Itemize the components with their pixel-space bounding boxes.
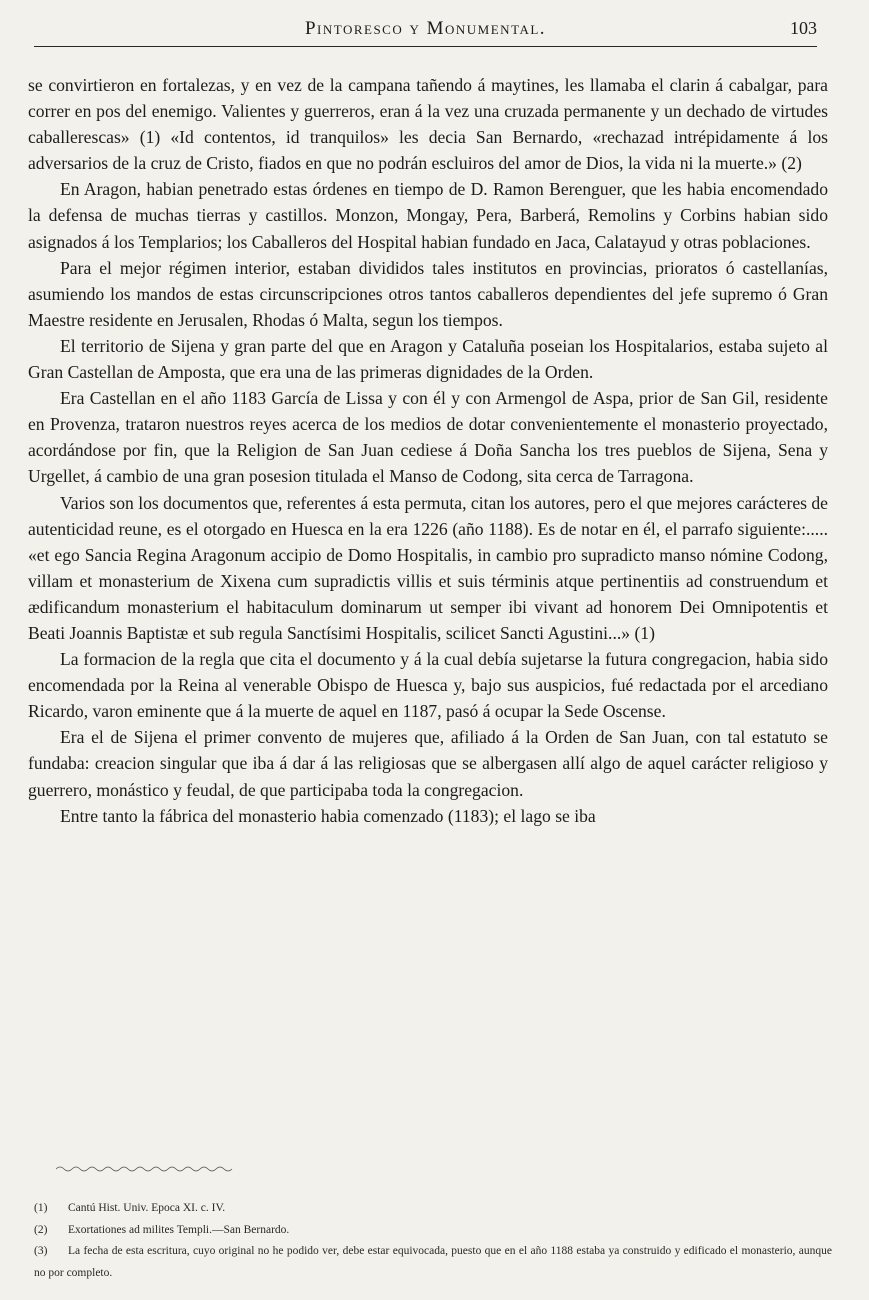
paragraph: se convirtieron en fortalezas, y en vez de la campana tañendo á maytines, les llamaba el clarin á cabalgar, para correr en pos del enemigo. Valientes y guerreros, eran á la vez una cruzada permanente y un dechado de virtudes caballerescas» (1) «Id contentos, id tranquilos» les decia San Bernardo, «rechazad intrépidamente á los adversarios de la cruz de Cristo, fiados en que no podrán escluiros del amor de Dios, la vida ni la muerte.» (2) — [28, 75, 828, 174]
footnotes — [34, 1198, 832, 1284]
body-text — [28, 72, 828, 829]
footnote — [34, 1220, 832, 1242]
paragraph: Era el de Sijena el primer convento de mujeres que, afiliado á la Orden de San Juan, con tal estatuto se fundaba: creacion singular que iba á dar á las religiosas que se albergasen allí algo de aquel carácter religioso y guerrero, monástico y feudal, de que participaba toda la congregacion. — [28, 727, 828, 800]
running-title: Pintoresco y Monumental. — [304, 18, 547, 39]
paragraph: La formacion de la regla que cita el documento y á la cual debía sujetarse la futura congregacion, habia sido encomendada por la Reina al venerable Obispo de Huesca y, bajo sus auspicios, fué redactada por el arcediano Ricardo, varon eminente que á la muerte de aquel en 1187, pasó á ocupar la Sede Oscense. — [28, 649, 828, 722]
footnote-divider-ornament — [56, 1164, 236, 1174]
footnote — [34, 1241, 832, 1284]
paragraph: Entre tanto la fábrica del monasterio habia comenzado (1183); el lago se iba — [60, 805, 596, 826]
page-number: 103 — [790, 18, 817, 38]
footnote-text: Cantú Hist. Univ. Epoca XI. c. IV. — [68, 1202, 226, 1214]
paragraph: Para el mejor régimen interior, estaban divididos tales institutos en provincias, prioratos ó castellanías, asumiendo los mandos de estas circunscripciones otros tantos caballeros dependientes del jefe supremo ó Gran Maestre residente en Jerusalen, Rhodas ó Malta, segun los tiempos. — [28, 257, 828, 330]
footnote-text: Exortationes ad milites Templi.—San Bernardo. — [68, 1223, 290, 1236]
footnote-mark: (1) — [34, 1202, 48, 1214]
footnote-mark: (2) — [34, 1223, 48, 1236]
header-rule — [34, 46, 817, 47]
footnote-mark: (3) — [34, 1245, 48, 1257]
running-header — [34, 14, 817, 44]
footnote — [34, 1198, 832, 1220]
paragraph: Era Castellan en el año 1183 García de Lissa y con él y con Armengol de Aspa, prior de San Gil, residente en Provenza, trataron nuestros reyes acerca de los medios de dotar convenientemente el monasterio proyectado, acordándose por fin, que la Religion de San Juan cediese á Doña Sancha los tres pueblos de Sijena, Sena y Urgellet, á cambio de una gran posesion titulada el Manso de Codong, sita cerca de Tarragona. — [28, 388, 828, 487]
paragraph: En Aragon, habian penetrado estas órdenes en tiempo de D. Ramon Berenguer, que les habia encomendado la defensa de muchas tierras y castillos. Monzon, Mongay, Pera, Barberá, Remolins y Corbins habian sido asignados á los Templarios; los Caballeros del Hospital habian fundado en Jaca, Calatayud y otras poblaciones. — [28, 179, 828, 252]
paragraph: El territorio de Sijena y gran parte del que en Aragon y Cataluña poseian los Hospitalarios, estaba sujeto al Gran Castellan de Amposta, que era una de las primeras dignidades de la Orden. — [28, 335, 828, 383]
footnote-text: La fecha de esta escritura, cuyo original no he podido ver, debe estar equivocada, puesto que en el año 1188 estaba ya construido y edificado el monasterio, aunque no por completo. — [34, 1245, 832, 1279]
paragraph: Varios son los documentos que, referentes á esta permuta, citan los autores, pero el que mejores carácteres de autenticidad reune, es el otorgado en Huesca en la era 1226 (año 1188). Es de notar en él, el parrafo siguiente:..... «et ego Sancia Regina Aragonum accipio de Domo Hospitalis, in cambio pro supradicto manso nómine Codong, villam et monasterium de Xixena cum supradictis villis et suis términis atque pertinentiis ad construendum et ædificandum monasterium el habitaculum dominarum ut semper ibi vivant ad honorem Dei Omnipotentis et Beati Joannis Baptistæ et sub regula Sanctísimi Hospitalis, scilicet Sancti Agustini...» (1) — [28, 492, 828, 643]
